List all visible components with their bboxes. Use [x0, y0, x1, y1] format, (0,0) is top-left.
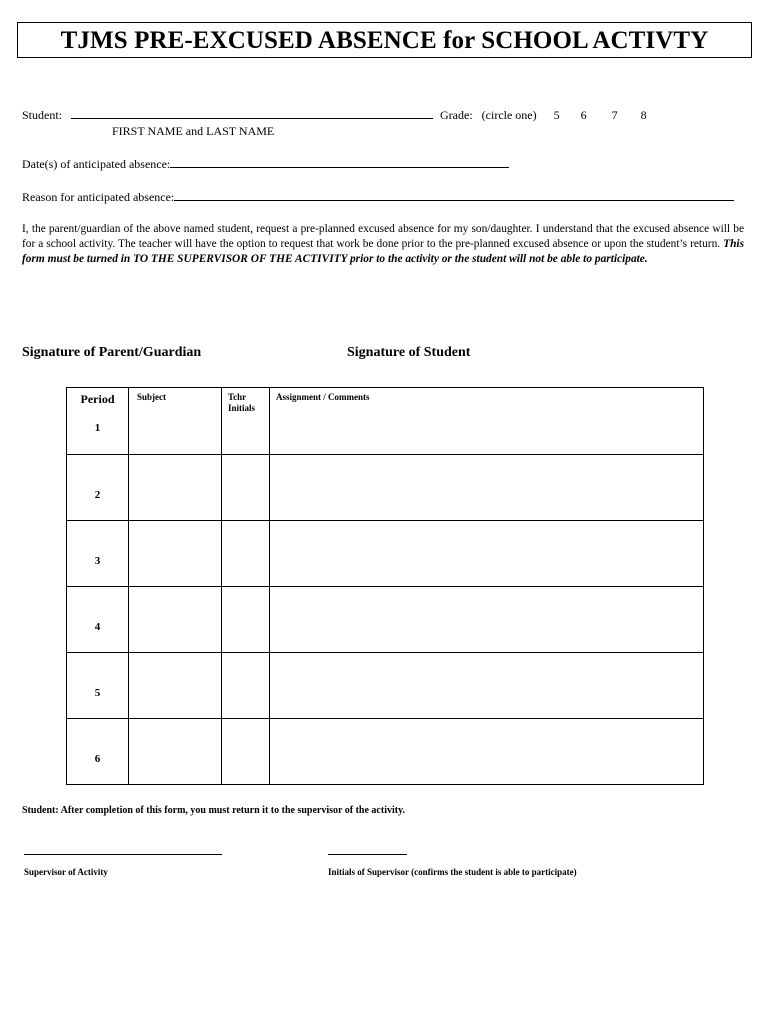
assignment-header: Assignment / Comments — [276, 392, 370, 402]
period-header: Period — [80, 392, 115, 406]
assignment-cell[interactable] — [270, 719, 704, 785]
period-cell-6 — [67, 719, 129, 785]
assignment-cell[interactable] — [270, 587, 704, 653]
dates-label: Date(s) of anticipated absence: — [22, 157, 171, 171]
period-cell-4 — [67, 587, 129, 653]
period-number: 1 — [94, 422, 101, 434]
consent-bold-text: This form must be turned in TO THE SUPERVISOR OF THE ACTIVITY prior to the activity or the student will not be able to participate. — [22, 238, 745, 265]
assignment-cell[interactable] — [270, 521, 704, 587]
grade-option-6[interactable]: 6 — [580, 108, 587, 122]
subject-cell[interactable] — [129, 719, 222, 785]
subject-cell[interactable] — [129, 388, 222, 455]
reason-row — [22, 190, 734, 205]
period-cell-3 — [67, 521, 129, 587]
period-cell-1 — [67, 388, 129, 455]
initials-label: Initials of Supervisor (confirms the student is able to participate) — [328, 867, 577, 877]
subject-header: Subject — [137, 392, 166, 402]
period-number: 2 — [94, 489, 101, 501]
period-cell-2 — [67, 455, 129, 521]
period-cell-5 — [67, 653, 129, 719]
period-number: 3 — [94, 555, 101, 567]
reason-field[interactable] — [174, 190, 734, 201]
period-number: 6 — [94, 753, 101, 765]
page-title: TJMS PRE-EXCUSED ABSENCE for SCHOOL ACTIVTY — [60, 27, 709, 54]
supervisor-initials-line[interactable] — [328, 854, 407, 855]
grade-option-8[interactable]: 8 — [640, 108, 647, 122]
supervisor-signature-line[interactable] — [24, 854, 222, 855]
tchr-initials-cell[interactable] — [222, 388, 270, 455]
dates-row — [22, 157, 509, 172]
period-number: 5 — [94, 687, 101, 699]
tchr-initials-cell[interactable] — [222, 521, 270, 587]
parent-signature-label: Signature of Parent/Guardian — [22, 345, 202, 360]
supervisor-label: Supervisor of Activity — [24, 867, 108, 877]
assignment-cell[interactable] — [270, 455, 704, 521]
tchr-header-line1: Tchr — [228, 392, 247, 402]
period-number: 4 — [94, 621, 101, 633]
student-name-caption: FIRST NAME and LAST NAME — [112, 124, 275, 138]
tchr-initials-cell[interactable] — [222, 653, 270, 719]
subject-cell[interactable] — [129, 653, 222, 719]
consent-paragraph — [22, 222, 744, 267]
student-row — [22, 108, 647, 123]
assignment-cell[interactable] — [270, 388, 704, 455]
student-label: Student: — [22, 108, 63, 122]
title-box — [17, 22, 752, 58]
tchr-initials-cell[interactable] — [222, 587, 270, 653]
tchr-initials-cell[interactable] — [222, 719, 270, 785]
student-name-field[interactable] — [71, 108, 433, 119]
student-note: Student: After completion of this form, you must return it to the supervisor of the activity. — [22, 805, 406, 816]
assignment-cell[interactable] — [270, 653, 704, 719]
grade-option-7[interactable]: 7 — [611, 108, 618, 122]
tchr-initials-cell[interactable] — [222, 455, 270, 521]
period-table — [66, 387, 704, 785]
reason-label: Reason for anticipated absence: — [22, 190, 175, 204]
consent-text: I, the parent/guardian of the above named student, request a pre-planned excused absence for my son/daughter. I understand that the excused absence will be for a school activity. The teacher will have the option to request that work be done prior to the pre-planned excused absence or upon the student’s return. — [22, 223, 744, 250]
student-signature-label: Signature of Student — [347, 345, 471, 360]
dates-field[interactable] — [170, 157, 509, 168]
circle-one-label: (circle one) — [481, 108, 537, 122]
grade-label: Grade: — [440, 108, 473, 122]
subject-cell[interactable] — [129, 455, 222, 521]
grade-option-5[interactable]: 5 — [553, 108, 560, 122]
subject-cell[interactable] — [129, 521, 222, 587]
subject-cell[interactable] — [129, 587, 222, 653]
tchr-header-line2: Initials — [228, 403, 256, 413]
